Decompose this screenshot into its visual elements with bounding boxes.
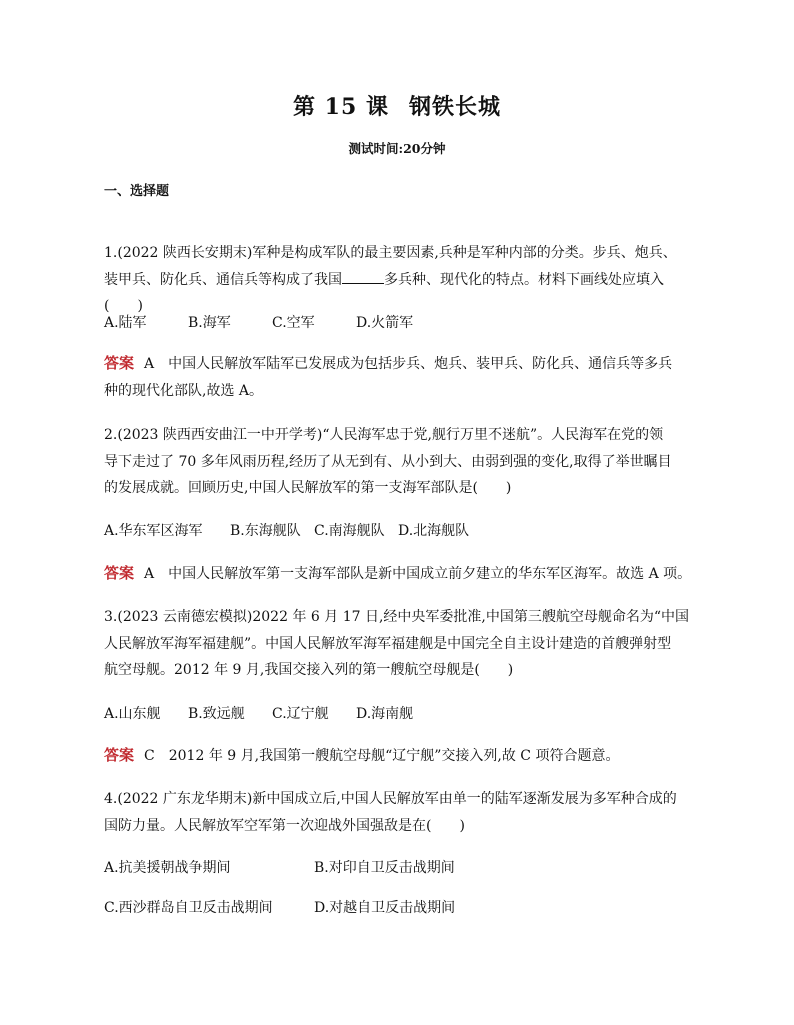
page-title (0, 90, 794, 121)
question-line: 3.(2023 云南德宏模拟)2022 年 6 月 17 日,经中央军委批准,中国第三艘航空母舰命名为“中国 (104, 609, 690, 625)
question-line: 1.(2022 陕西长安期末)军种是构成军队的最主要因素,兵种是军种内部的分类。步兵、炮兵、 (104, 245, 677, 261)
option-c: C.辽宁舰 (272, 706, 329, 722)
answer-letter: A (144, 356, 155, 372)
question-line: 装甲兵、防化兵、通信兵等构成了我国 多兵种、现代化的特点。材料下画线处应填入 (104, 267, 704, 294)
option-d: D.海南舰 (356, 706, 414, 722)
question-3 (104, 604, 704, 684)
option-c: C.南海舰队 (314, 523, 385, 539)
option-d: D.北海舰队 (398, 523, 470, 539)
option-c: C.空军 (272, 315, 315, 331)
question-line: 导下走过了 70 多年风雨历程,经历了从无到有、从小到大、由弱到强的变化,取得了举世瞩目 (104, 453, 672, 470)
question-4 (104, 786, 704, 839)
option-a: A.陆军 (104, 315, 147, 331)
option-b: B.致远舰 (188, 706, 245, 722)
question-2 (104, 422, 704, 502)
answer-line: 中国人民解放军陆军已发展成为包括步兵、炮兵、装甲兵、防化兵、通信兵等多兵 (168, 356, 673, 372)
options-3 (104, 703, 413, 723)
question-line: 人民解放军海军福建舰”。中国人民解放军海军福建舰是中国完全自主设计建造的首艘弹射型 (104, 635, 672, 652)
lesson-number: 第 15 课 (293, 94, 389, 120)
options-4-row-2 (104, 897, 455, 917)
question-line: 航空母舰。2012 年 9 月,我国交接入列的第一艘航空母舰是( ) (104, 662, 514, 678)
option-b: B.对印自卫反击战期间 (314, 860, 455, 876)
answer-label: 答案 (104, 746, 135, 764)
answer-line: 种的现代化部队,故选 A。 (104, 382, 264, 399)
question-line: 2.(2023 陕西西安曲江一中开学考)“人民海军忠于党,舰行万里不迷航”。人民海军在党的领 (104, 427, 664, 443)
option-d: D.对越自卫反击战期间 (314, 900, 456, 916)
options-2 (104, 520, 469, 540)
option-d: D.火箭军 (356, 315, 414, 331)
answer-line: 中国人民解放军第一支海军部队是新中国成立前夕建立的华东军区海军。故选 A 项。 (168, 566, 692, 582)
option-a: A.抗美援朝战争期间 (104, 860, 231, 876)
option-b: B.东海舰队 (230, 523, 301, 539)
options-4-row-1 (104, 857, 455, 877)
option-a: A.山东舰 (104, 706, 161, 722)
question-1 (104, 240, 704, 320)
answer-letter: A (144, 566, 155, 582)
options-1 (104, 312, 413, 332)
answer-label: 答案 (104, 564, 135, 582)
question-line: 4.(2022 广东龙华期末)新中国成立后,中国人民解放军由单一的陆军逐渐发展为多军种合成的 (104, 791, 677, 807)
option-c: C.西沙群岛自卫反击战期间 (104, 900, 273, 916)
answer-label: 答案 (104, 354, 135, 372)
answer-line: 2012 年 9 月,我国第一艘航空母舰“辽宁舰”交接入列,故 C 项符合题意。 (168, 748, 620, 764)
question-line: 国防力量。人民解放军空军第一次迎战外国强敌是在( ) (104, 817, 465, 834)
answer-letter: C (144, 748, 155, 764)
question-line: ( ) (104, 298, 143, 314)
answer-1 (104, 350, 724, 404)
option-b: B.海军 (188, 315, 231, 331)
answer-3 (104, 742, 724, 770)
question-line: 的发展成就。回顾历史,中国人民解放军的第一支海军部队是( ) (104, 480, 512, 496)
answer-2 (104, 560, 724, 588)
fill-blank (342, 269, 384, 284)
test-duration: 测试时间:20分钟 (348, 141, 446, 156)
option-a: A.华东军区海军 (104, 523, 203, 539)
lesson-name: 钢铁长城 (408, 94, 501, 120)
section-heading: 一、选择题 (104, 184, 170, 199)
